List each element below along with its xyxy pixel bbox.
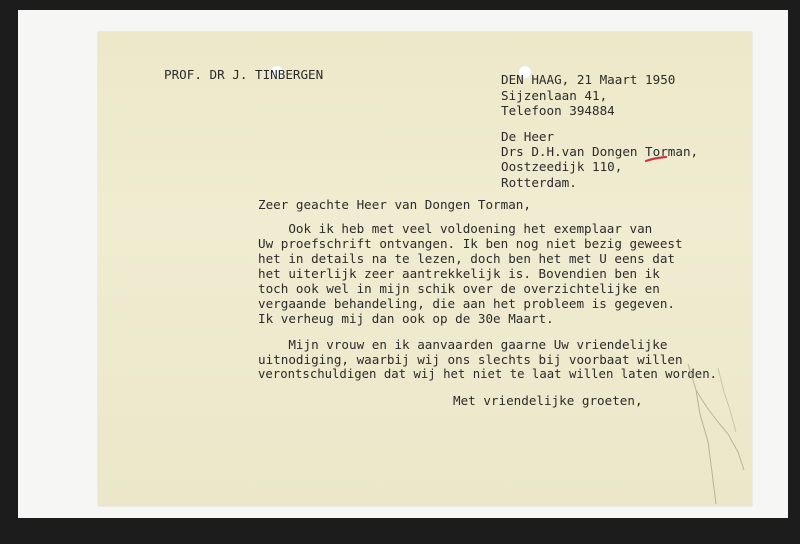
paragraph-1-line-1: Ook ik heb met veel voldoening het exemplaar van [258, 221, 653, 236]
paragraph-1-line-3: het in details na te lezen, doch ben het met U eens dat [258, 251, 676, 266]
paragraph-1-line-2: Uw proefschrift ontvangen. Ik ben nog niet bezig geweest [258, 236, 683, 251]
paragraph-2-line-3: verontschuldigen dat wij het niet te laat willen laten worden. [258, 367, 718, 381]
recipient-city: Rotterdam. [501, 175, 577, 190]
letter-sheet [98, 32, 752, 506]
paragraph-1-line-7: Ik verheug mij dan ook op de 30e Maart. [258, 311, 554, 326]
paragraph-2-line-2: uitnodiging, waarbij wij ons slechts bij voorbaat willen [258, 352, 683, 367]
salutation: Zeer geachte Heer van Dongen Torman, [258, 197, 531, 212]
recipient-street: Oostzeedijk 110, [501, 159, 623, 174]
paragraph-2-line-1: Mijn vrouw en ik aanvaarden gaarne Uw vriendelijke [258, 337, 668, 352]
sender-name: PROF. DR J. TINBERGEN [164, 67, 324, 82]
paragraph-1-line-5: toch ook wel in mijn schik over de overzichtelijke en [258, 281, 660, 296]
paragraph-1-line-4: het uiterlijk zeer aantrekkelijk is. Bovendien ben ik [258, 266, 660, 281]
recipient-name: Drs D.H.van Dongen Torman, [501, 144, 699, 159]
mount-board [18, 10, 788, 518]
red-pencil-mark [644, 155, 668, 163]
date-line: DEN HAAG, 21 Maart 1950 [501, 72, 676, 87]
recipient-title: De Heer [501, 129, 555, 144]
closing: Met vriendelijke groeten, [453, 393, 643, 408]
telephone: Telefoon 394884 [501, 103, 615, 118]
street-address: Sijzenlaan 41, [501, 88, 608, 103]
paper-crease [678, 362, 752, 506]
paragraph-1-line-6: vergaande behandeling, die aan het probleem is gegeven. [258, 296, 676, 311]
